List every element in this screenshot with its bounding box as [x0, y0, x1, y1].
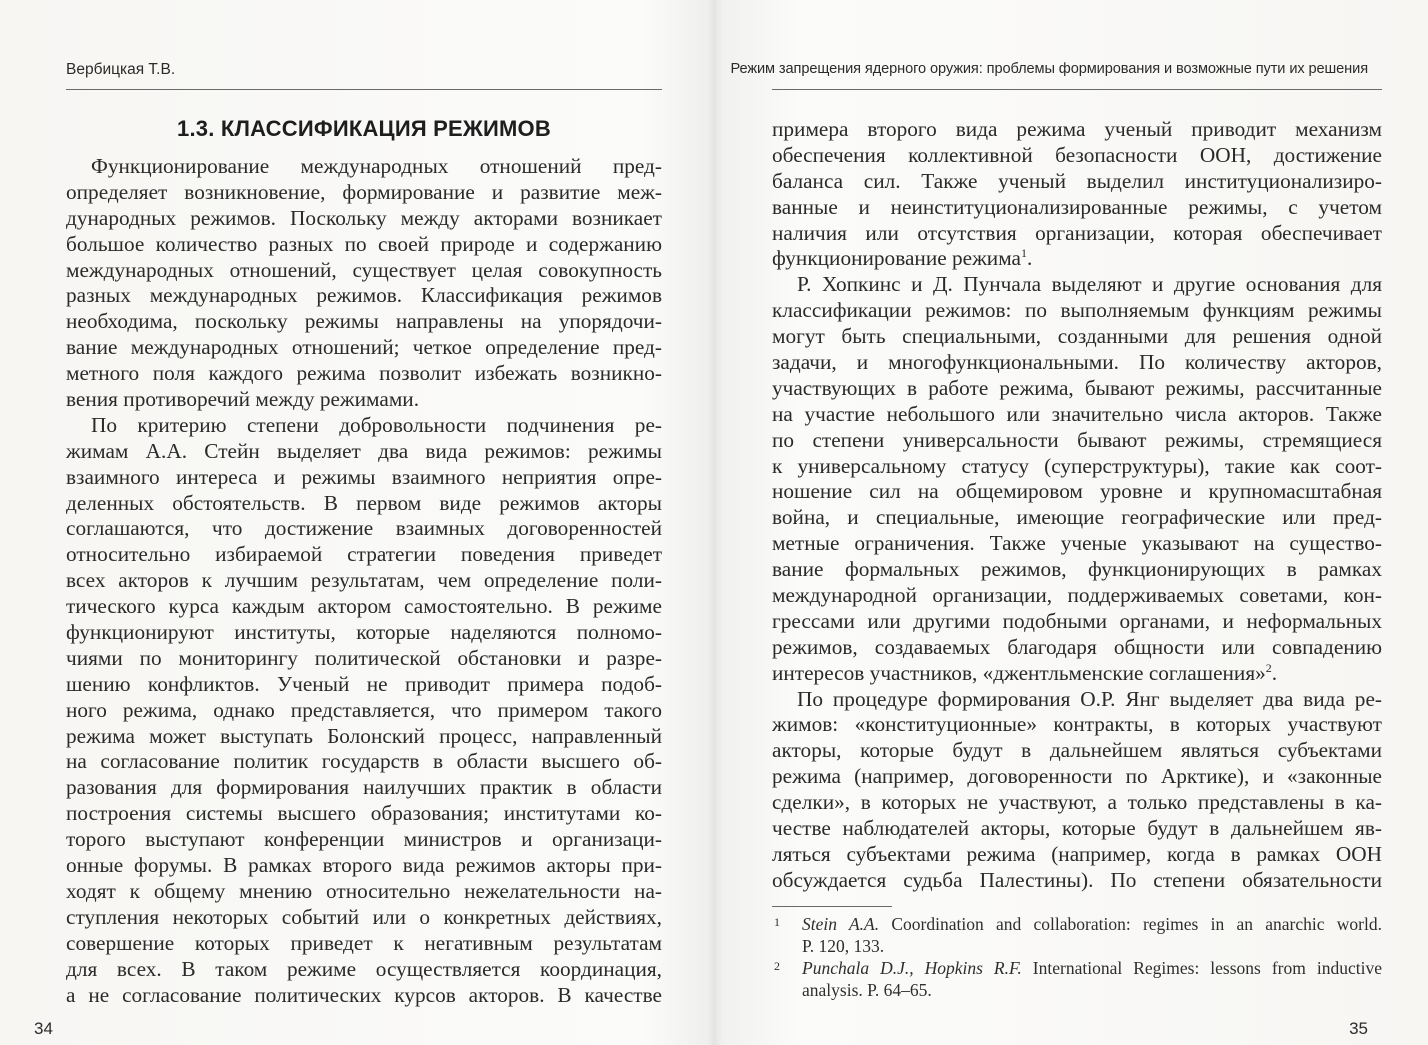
text-line: для всех. В таком режиме осуществляется координация, [66, 956, 662, 981]
footnote-text: International Regimes: lessons from inductive [1032, 958, 1382, 978]
footnote-ref: 1 [1021, 246, 1027, 261]
text-line: международной организации, поддерживаемых советами, кон- [772, 583, 1382, 608]
text-line: могут быть специальными, созданными для решения одной [772, 324, 1382, 349]
text-line: По процедуре формирования О.Р. Янг выделяет два вида ре- [797, 686, 1382, 711]
text-line-content: функционирование режима [772, 246, 1021, 271]
text-line: Функционирование международных отношений пред- [91, 154, 662, 178]
text-line: жимов: «конституционные» контракты, в которых участвуют [772, 712, 1382, 737]
text-line: ляться субъектами режима (например, когда в рамках ООН [772, 841, 1382, 866]
text-line: дународных режимов. Поскольку между акторами возникает [66, 205, 662, 230]
text-line: метного поля каждого режима позволит избежать возникно- [66, 361, 662, 386]
text-line: режима (например, договоренности по Арктике), и «законные [772, 764, 1382, 789]
footnote [772, 914, 1382, 957]
text-line: деленных обстоятельств. В первом виде режимов акторы [66, 490, 662, 515]
text-line: вения противоречий между режимами. [66, 387, 420, 412]
text-line: грессами или другими подобными органами, и неформальных [772, 608, 1382, 633]
text-line-content: интересов участников, «джентльменские соглашения» [772, 660, 1266, 685]
text-line: ношение сил на общемировом уровне и крупномасштабная [772, 479, 1382, 504]
text-line: жимам А.А. Стейн выделяет два вида режимов: режимы [66, 438, 662, 463]
text-line: режима может выступать Болонский процесс, направленный [66, 723, 662, 748]
text-line: по степени универсальности бывают режимы, стремящиеся [772, 427, 1382, 452]
text-line: совершение которых приведет к негативным результатам [66, 930, 662, 955]
text-line: участвующих в работе режима, бывают режимы, рассчитанные [772, 375, 1382, 400]
footnote-author: Stein A.A. [802, 914, 880, 934]
section-heading: 1.3. КЛАССИФИКАЦИЯ РЕЖИМОВ [177, 116, 551, 141]
text-line: баланса сил. Также ученый выделил институционализиро- [772, 168, 1382, 193]
header-rule [772, 89, 1382, 90]
footnote-number: 2 [774, 959, 780, 973]
text-line: классификации режимов: по выполняемым функциям режимы [772, 298, 1382, 323]
text-line: ступления некоторых событий или о конкретных действиях, [66, 904, 662, 929]
footnotes [772, 914, 1382, 1002]
page-number: 34 [34, 1019, 53, 1038]
text-line: функционируют институты, которые наделяются полномо- [66, 620, 662, 645]
footnote-ref: 2 [1265, 660, 1272, 675]
text-line: По критерию степени добровольности подчинения ре- [91, 412, 662, 437]
body-text [66, 154, 662, 1008]
running-head-author: Вербицкая Т.В. [66, 61, 176, 78]
text-line: относительно избираемой стратегии поведения приведет [66, 542, 662, 567]
text-line: ходят к общему мнению относительно нежелательности на- [66, 878, 662, 903]
header-rule [66, 89, 662, 90]
page-number: 35 [1349, 1019, 1368, 1038]
text-line: честве наблюдателей акторы, которые будут в дальнейшем яв- [772, 816, 1382, 841]
text-line: обеспечения коллективной безопасности ООН, достижение [772, 142, 1382, 167]
text-line: соглашаются, что достижение взаимных договоренностей [66, 516, 662, 541]
text-line: чиями по мониторингу политической обстановки и разре- [66, 645, 662, 670]
text-line: метные ограничения. Также ученые указывают на существо- [772, 531, 1382, 556]
footnote-rule [772, 906, 892, 907]
text-line: акторы, которые будут в дальнейшем являться субъектами [772, 738, 1382, 763]
text-line: вание международных отношений; четкое определение пред- [66, 335, 662, 360]
text-line: необходима, поскольку режимы направлены на упорядочи- [66, 309, 662, 334]
text-line: шению конфликтов. Ученый не приводит примера подоб- [66, 671, 662, 696]
text-line: вание формальных режимов, функционирующих в рамках [772, 557, 1382, 582]
text-line: определяет возникновение, формирование и развитие меж- [66, 179, 662, 204]
text-line: к универсальному статусу (суперструктуры), такие как соот- [772, 453, 1382, 478]
body-text [772, 117, 1382, 894]
footnote-text: Coordination and collaboration: regimes in an anarchic world. [891, 914, 1382, 934]
text-line: тического курса каждым актором самостоятельно. В режиме [66, 594, 662, 619]
text-line: торого выступают конференции министров и организаци- [66, 827, 662, 852]
text-line: большое количество разных по своей природе и содержанию [66, 231, 662, 256]
text-line: разных международных режимов. Классификация режимов [66, 283, 662, 308]
text-line: на участие небольшого или значительно числа акторов. Также [772, 401, 1382, 426]
footnote-pages: analysis. P. 64–65. [802, 979, 932, 1000]
text-line: ванные и неинституционализированные режимы, с учетом [772, 194, 1382, 219]
text-line: режимов, создаваемых благодаря общности или совпадению [772, 634, 1382, 659]
text-line: наличия или отсутствия организации, которая обеспечивает [772, 220, 1382, 245]
text-line: задачи, и многофункциональными. По количеству акторов, [772, 350, 1382, 375]
text-line: взаимного интереса и режимы взаимного неприятия опре- [66, 464, 662, 489]
text-line: интересов участников, «джентльменские соглашения»$^2$. [772, 660, 1278, 685]
text-line: построения системы высшего образования; институтами ко- [66, 801, 662, 826]
text-line: на согласование политик государств в области высшего об- [66, 749, 662, 774]
text-line: разования для формирования наилучших практик в области [66, 775, 662, 800]
text-line: война, и специальные, имеющие географические или пред- [772, 505, 1382, 530]
text-line: сделки», в которых не участвуют, а только представлены в ка- [772, 790, 1382, 815]
right-page [714, 0, 1428, 1045]
text-line: примера второго вида режима ученый приводит механизм [772, 117, 1382, 141]
footnote [772, 958, 1382, 1001]
text-line: функционирование режима$^1$. [772, 246, 1033, 271]
text-line: обсуждается судьба Палестины). По степени обязательности [772, 867, 1382, 892]
text-line: международных отношений, существует целая совокупность [66, 257, 662, 282]
text-line: а не согласование политических курсов акторов. В качестве [66, 982, 662, 1007]
footnote-author: Punchala D.J., Hopkins R.F. [802, 958, 1022, 978]
text-line: Р. Хопкинс и Д. Пунчала выделяют и другие основания для [797, 272, 1382, 297]
running-head-title: Режим запрещения ядерного оружия: проблемы формирования и возможные пути их решения [730, 61, 1368, 77]
text-line: всех акторов к лучшим результатам, чем определение поли- [66, 568, 662, 593]
text-line: ного режима, однако представляется, что примером такого [66, 697, 662, 722]
text-line: онные форумы. В рамках второго вида режимов акторы при- [66, 853, 662, 878]
footnote-number: 1 [774, 915, 780, 929]
footnote-line [802, 958, 1382, 980]
footnote-pages: P. 120, 133. [802, 935, 885, 956]
footnote-line [802, 914, 1382, 936]
